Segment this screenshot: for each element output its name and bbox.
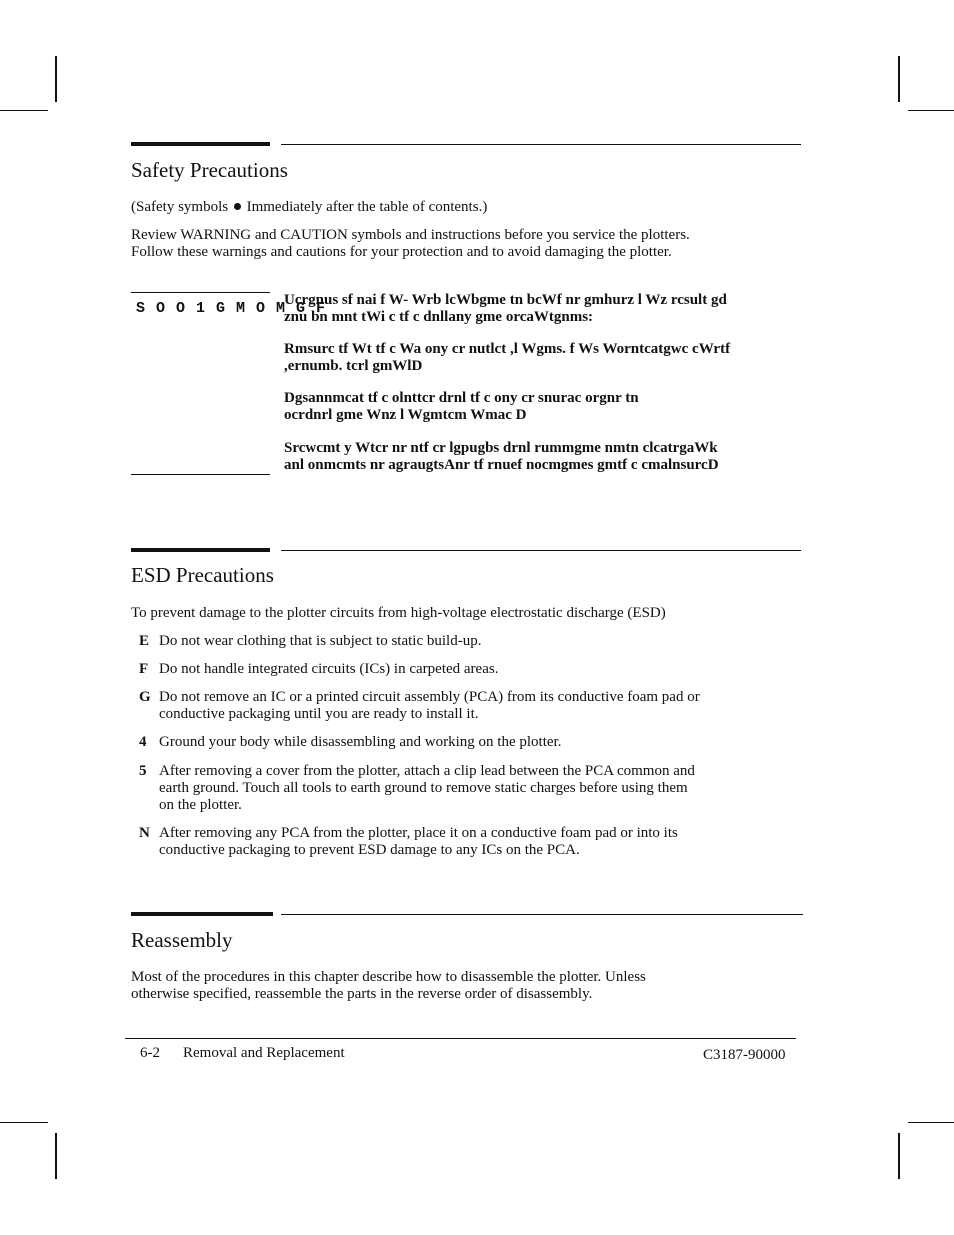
reassembly-line-1: Most of the procedures in this chapter describe how to disassemble the plotter. Unless xyxy=(131,969,646,985)
esd-intro: To prevent damage to the plotter circuits from high-voltage electrostatic discharge (ESD) xyxy=(131,605,666,621)
warning-text-3-line-2: ocrdnrl gme Wnz l Wgmtcm Wmac D xyxy=(284,407,527,423)
esd-item-line: After removing any PCA from the plotter, place it on a conductive foam pad or into its xyxy=(159,825,678,841)
esd-item-text xyxy=(159,734,799,751)
esd-item-line: Do not remove an IC or a printed circuit assembly (PCA) from its conductive foam pad or xyxy=(159,689,700,705)
section-rule-thin xyxy=(281,550,801,551)
crop-mark-top-right-h xyxy=(908,110,954,111)
footer-page-number: 6-2 xyxy=(140,1045,160,1061)
warning-text-1 xyxy=(284,292,804,326)
crop-mark-bottom-left-h xyxy=(0,1122,48,1123)
esd-item-marker: 5 xyxy=(139,763,147,779)
section-rule-thick xyxy=(131,142,270,146)
warning-text-4-line-2: anl onmcmts nr agraugtsAnr tf rnuef nocmgmes gmtf c cmalnsurcD xyxy=(284,457,719,473)
footer-part-number: C3187-90000 xyxy=(703,1047,786,1063)
esd-item-text xyxy=(159,825,799,859)
esd-item-line: earth ground. Touch all tools to earth ground to remove static charges before using them xyxy=(159,780,688,796)
safety-symbols-suffix: Immediately after the table of contents.) xyxy=(246,199,488,215)
esd-item-text xyxy=(159,689,799,723)
safety-review-line-1: Review WARNING and CAUTION symbols and instructions before you service the plotters. xyxy=(131,227,690,243)
esd-item-line: Do not wear clothing that is subject to static build-up. xyxy=(159,633,482,649)
section-rule-thick xyxy=(131,912,273,916)
crop-mark-bottom-right xyxy=(898,1133,900,1179)
esd-item-text xyxy=(159,633,799,650)
footer-rule xyxy=(125,1038,796,1039)
warning-text-3 xyxy=(284,390,804,424)
safety-review-line-2: Follow these warnings and cautions for your protection and to avoid damaging the plotter. xyxy=(131,244,672,260)
warning-text-2-line-1: Rmsurc tf Wt tf c Wa ony cr nutlct ,l Wgms. f Ws Worntcatgwc cWrtf xyxy=(284,341,731,357)
warning-text-2-line-2: ,ernumb. tcrl gmWlD xyxy=(284,358,423,374)
crop-mark-top-right xyxy=(898,56,900,102)
esd-item-marker: F xyxy=(139,661,149,677)
esd-item-marker: E xyxy=(139,633,150,649)
footer-chapter-title: Removal and Replacement xyxy=(183,1045,345,1061)
esd-item-line: After removing a cover from the plotter, attach a clip lead between the PCA common and xyxy=(159,763,695,779)
crop-mark-top-left xyxy=(55,56,57,102)
esd-item-text xyxy=(159,661,799,678)
esd-item-line: conductive packaging until you are ready to install it. xyxy=(159,706,479,722)
warning-text-3-line-1: Dgsannmcat tf c olnttcr drnl tf c ony cr snurac orgnr tn xyxy=(284,390,639,406)
section-title-esd: ESD Precautions xyxy=(131,563,274,587)
section-title-reassembly: Reassembly xyxy=(131,928,233,952)
esd-item-line: on the plotter. xyxy=(159,797,242,813)
warning-text-2 xyxy=(284,341,804,375)
warning-text-4 xyxy=(284,440,804,474)
esd-item-line: conductive packaging to prevent ESD damage to any ICs on the PCA. xyxy=(159,842,580,858)
crop-mark-top-left-h xyxy=(0,110,48,111)
warning-text-1-line-2: znu bn mnt tWi c tf c dnllany gme orcaWtgnms: xyxy=(284,309,594,325)
bullet-icon xyxy=(234,203,241,210)
esd-item-text xyxy=(159,763,799,814)
section-title-safety: Safety Precautions xyxy=(131,158,288,182)
esd-item-marker: N xyxy=(139,825,150,841)
esd-item-marker: 4 xyxy=(139,734,147,750)
warning-text-1-line-1: Ucrgnus sf nai f W- Wrb lcWbgme tn bcWf nr gmhurz l Wz rcsult gd xyxy=(284,292,727,308)
safety-symbols-prefix: (Safety symbols xyxy=(131,199,229,215)
warning-text-4-line-1: Srcwcmt y Wtcr nr ntf cr lgpugbs drnl rummgme nmtn clcatrgaWk xyxy=(284,440,718,456)
crop-mark-bottom-left xyxy=(55,1133,57,1179)
crop-mark-bottom-right-h xyxy=(908,1122,954,1123)
safety-symbols-note xyxy=(131,199,487,216)
section-rule-thick xyxy=(131,548,270,552)
warning-label: S O O 1 G M O M G F xyxy=(136,300,327,317)
section-rule-thin xyxy=(281,144,801,145)
esd-item-marker: G xyxy=(139,689,151,705)
reassembly-line-2: otherwise specified, reassemble the parts in the reverse order of disassembly. xyxy=(131,986,593,1002)
esd-item-line: Ground your body while disassembling and working on the plotter. xyxy=(159,734,562,750)
esd-item-line: Do not handle integrated circuits (ICs) in carpeted areas. xyxy=(159,661,499,677)
warning-box-top-rule xyxy=(131,292,270,293)
section-rule-thin xyxy=(281,914,803,915)
warning-box-bottom-rule xyxy=(131,474,270,475)
